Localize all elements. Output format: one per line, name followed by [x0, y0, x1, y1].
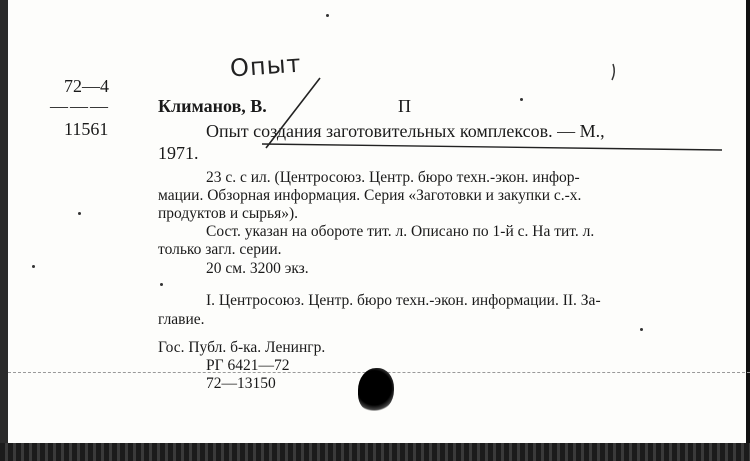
title-line: Опыт создания заготовительных комплексов. — М.,: [206, 121, 605, 141]
tracings-line-1: I. Центросоюз. Центр. бюро техн.-экон. информации. II. За-: [206, 292, 601, 309]
ink-speck: [640, 328, 643, 331]
ink-blot: [358, 368, 394, 412]
description-line-2: мации. Обзорная информация. Серия «Заготовки и закупки с.-х.: [158, 187, 582, 204]
description-line-4: Сост. указан на обороте тит. л. Описано по 1-й с. На тит. л.: [206, 223, 595, 240]
description-line-3: продуктов и сырья»).: [158, 205, 299, 222]
library-name: Гос. Публ. б-ка. Ленингр.: [158, 339, 326, 356]
call-number-bottom: 11561: [64, 119, 109, 139]
call-number-divider: ———: [50, 96, 110, 116]
tracings-line-2: главие.: [158, 311, 205, 328]
ink-speck: [326, 14, 329, 17]
letter-p: П: [398, 96, 411, 116]
year: 1971.: [158, 143, 199, 163]
author-heading: Климанов, В.: [158, 96, 267, 116]
accession-number: 72—13150: [206, 375, 276, 392]
registration-number: РГ 6421—72: [206, 357, 290, 374]
card-bottom-edge: [0, 443, 750, 461]
ink-speck: [160, 283, 163, 286]
description-line-1: 23 с. с ил. (Центросоюз. Центр. бюро техн.-экон. инфор-: [206, 169, 580, 186]
handwritten-note: Опыт: [229, 49, 303, 83]
ink-speck: [78, 212, 81, 215]
description-line-5: только загл. серии.: [158, 241, 282, 258]
description-line-6: 20 см. 3200 экз.: [206, 260, 309, 277]
ink-speck: [520, 98, 523, 101]
ink-speck: [32, 265, 35, 268]
call-number-top: 72—4: [64, 76, 109, 96]
